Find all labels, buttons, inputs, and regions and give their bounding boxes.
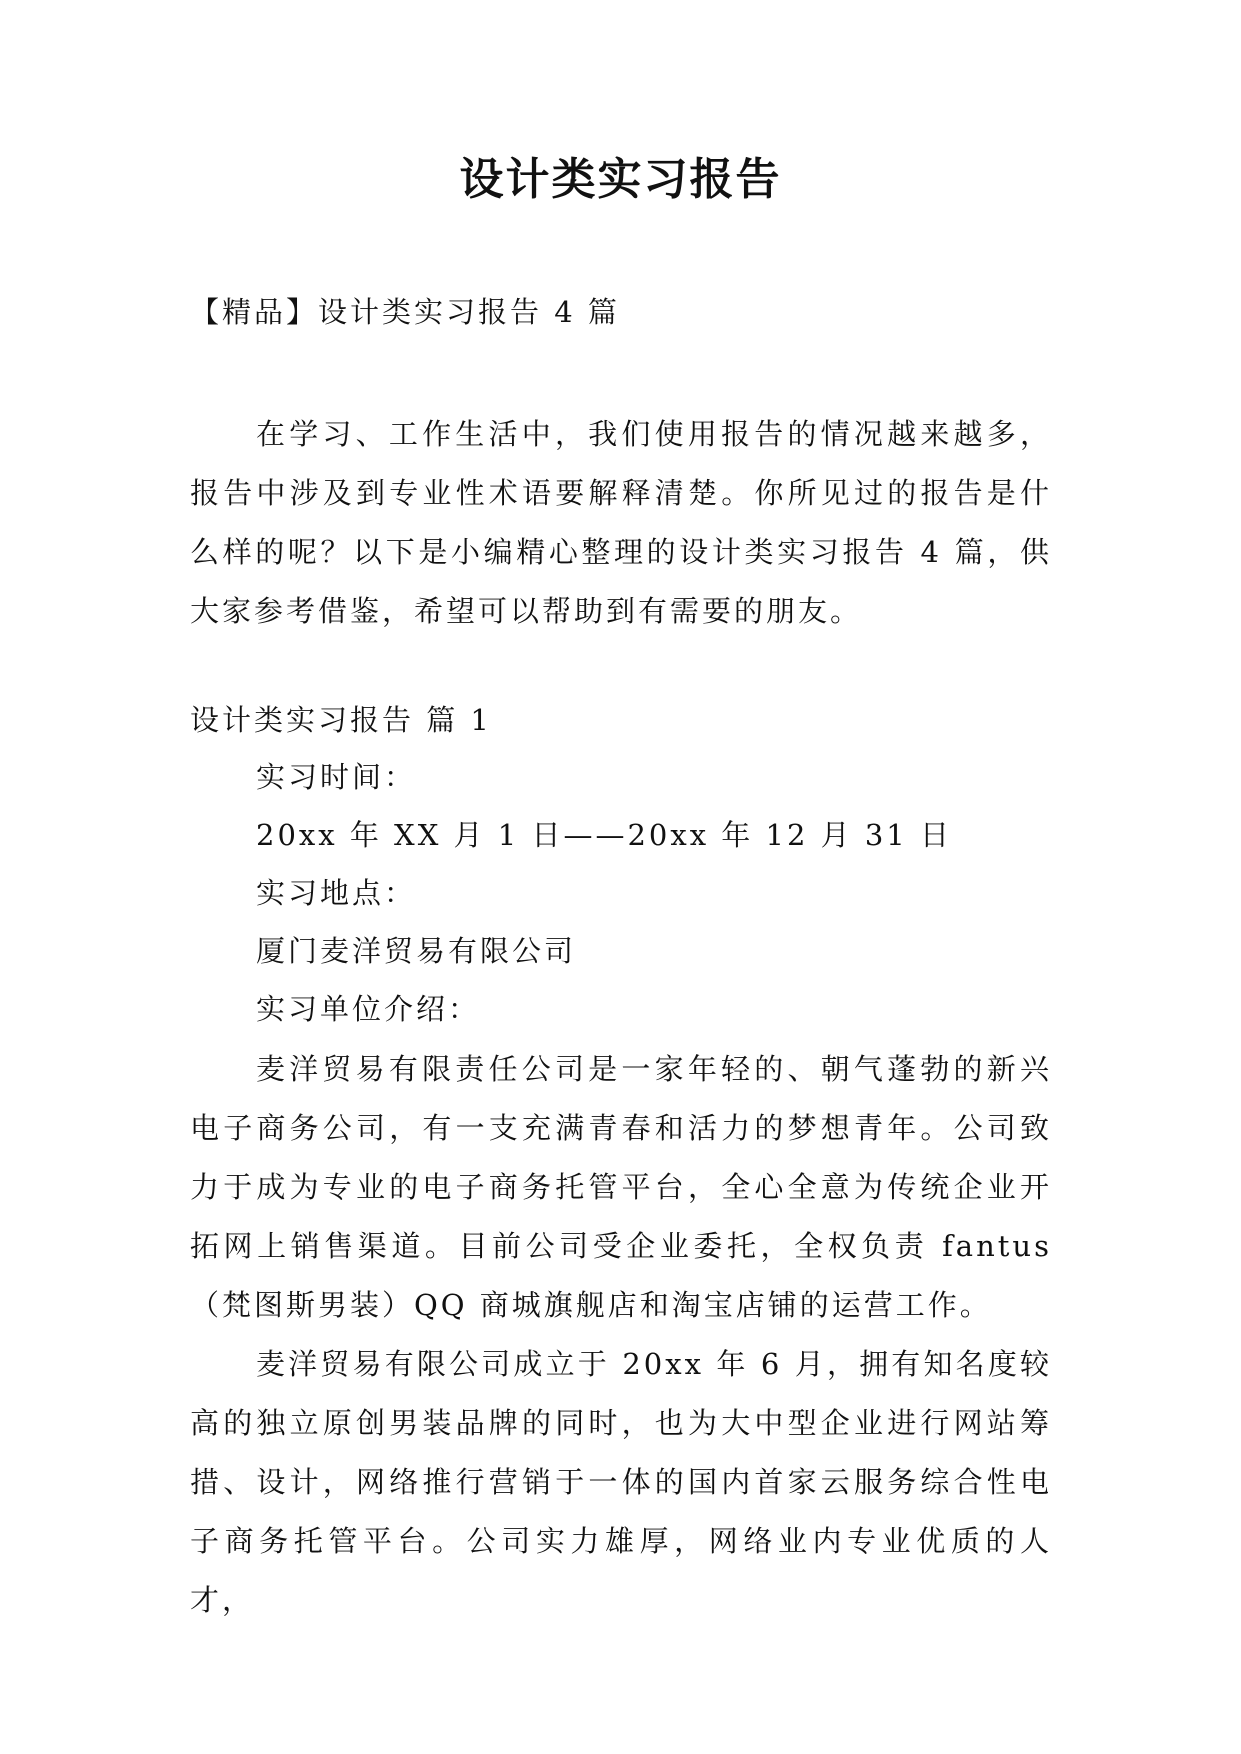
document-subtitle: 【精品】设计类实习报告 4 篇: [190, 295, 620, 329]
company-paragraph-1: 麦洋贸易有限责任公司是一家年轻的、朝气蓬勃的新兴电子商务公司，有一支充满青春和活力的梦想青年。公司致力于成为专业的电子商务托管平台，全心全意为传统企业开拓网上销售渠道。目前公司受企业委托，全权负责 fantus（梵图斯男装）QQ 商城旗舰店和淘宝店铺的运营工作。: [190, 1052, 1052, 1322]
internship-place-value: 厦门麦洋贸易有限公司: [256, 934, 577, 968]
internship-time-value: 20xx 年 XX 月 1 日——20xx 年 12 月 31 日: [256, 818, 952, 852]
company-paragraph-2: 麦洋贸易有限公司成立于 20xx 年 6 月，拥有知名度较高的独立原创男装品牌的同时，也为大中型企业进行网站筹措、设计，网络推行营销于一体的国内首家云服务综合性电子商务托管平台。公司实力雄厚，网络业内专业优质的人才，: [190, 1347, 1052, 1617]
section-heading: 设计类实习报告 篇 1: [190, 703, 492, 737]
internship-time-label: 实习时间：: [256, 760, 417, 794]
company-intro-label: 实习单位介绍：: [256, 992, 481, 1026]
intro-paragraph: 在学习、工作生活中，我们使用报告的情况越来越多，报告中涉及到专业性术语要解释清楚。你所见过的报告是什么样的呢？以下是小编精心整理的设计类实习报告 4 篇，供大家参考借鉴，希望可以帮助到有需要的朋友。: [190, 417, 1052, 628]
document-title: 设计类实习报告: [459, 154, 782, 205]
internship-place-label: 实习地点：: [256, 876, 417, 910]
